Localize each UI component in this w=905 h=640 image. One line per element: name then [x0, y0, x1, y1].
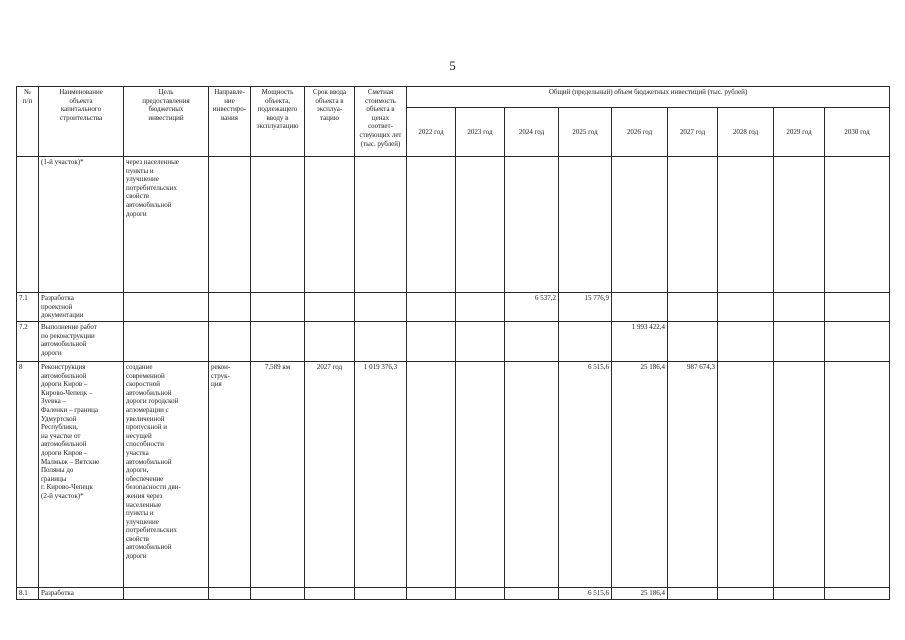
row-year-value — [718, 157, 774, 293]
header-goal: Цель предоставления бюджетных инвестиций — [124, 87, 209, 157]
row-object-name: Разработка — [39, 588, 124, 600]
row-num — [17, 157, 39, 293]
row-capacity — [251, 293, 305, 322]
header-direction: Направле- ние инвестиро- вания — [209, 87, 251, 157]
row-year-value — [456, 293, 505, 322]
row-year-value — [718, 362, 774, 588]
row-capacity: 7,589 км — [251, 362, 305, 588]
row-year-value — [456, 322, 505, 362]
row-year-value — [825, 157, 890, 293]
row-year-value — [668, 588, 718, 600]
row-year-value — [718, 322, 774, 362]
row-estimate — [355, 588, 407, 600]
header-year: 2022 год — [407, 108, 456, 157]
row-num: 7.2 — [17, 322, 39, 362]
row-direction — [209, 588, 251, 600]
row-year-value — [825, 322, 890, 362]
row-goal — [124, 322, 209, 362]
row-goal — [124, 293, 209, 322]
header-year: 2028 год — [718, 108, 774, 157]
row-year-value — [774, 293, 825, 322]
row-estimate — [355, 157, 407, 293]
row-term — [305, 588, 355, 600]
row-year-value — [456, 588, 505, 600]
table-row — [17, 293, 890, 322]
header-year: 2024 год — [505, 108, 559, 157]
row-year-value — [612, 293, 668, 322]
row-direction: рекон- струк- ция — [209, 362, 251, 588]
header-num: № п/п — [17, 87, 39, 157]
row-capacity — [251, 157, 305, 293]
row-year-value: 25 186,4 — [612, 362, 668, 588]
header-total-volume: Общий (предельный) объем бюджетных инвестиций (тыс. рублей) — [407, 87, 890, 108]
header-year: 2030 год — [825, 108, 890, 157]
row-year-value — [825, 293, 890, 322]
table-row — [17, 588, 890, 600]
row-year-value — [668, 322, 718, 362]
row-object-name: (1-й участок)* — [39, 157, 124, 293]
row-direction — [209, 293, 251, 322]
row-year-value — [774, 588, 825, 600]
row-object-name: Разработка проектной документации — [39, 293, 124, 322]
row-goal — [124, 588, 209, 600]
row-year-value — [825, 362, 890, 588]
row-num: 7.1 — [17, 293, 39, 322]
row-estimate: 1 019 376,3 — [355, 362, 407, 588]
header-term: Срок ввода объекта в эксплуа- тацию — [305, 87, 355, 157]
row-year-value — [505, 322, 559, 362]
row-object-name: Выполнение работ по реконструкции автомобильной дороги — [39, 322, 124, 362]
row-year-value — [505, 362, 559, 588]
row-year-value: 15 776,9 — [559, 293, 612, 322]
header-year: 2023 год — [456, 108, 505, 157]
row-year-value — [612, 157, 668, 293]
row-object-name: Реконструкция автомобильной дороги Киров – Кирово-Чепецк – Зуевка – Фаленки – граница Удмуртской Республики, на участке от автомобильной дороги Киров – Малмыж – Вятские Поляны до границы г. Кирово-Чепецк (2-й участок)* — [39, 362, 124, 588]
row-year-value: 6 515,6 — [559, 362, 612, 588]
row-goal: создание современной скоростной автомобильной дороги городской агломерации с увеличенной пропускной и несущей способности участка автомобильной дороги, обеспечение безопасности дви- жения через населенные пункты и улучшение потребительских свойств автомобильной дороги — [124, 362, 209, 588]
row-term — [305, 322, 355, 362]
row-num: 8.1 — [17, 588, 39, 600]
row-term: 2027 год — [305, 362, 355, 588]
budget-investment-table — [16, 86, 890, 600]
row-year-value — [407, 293, 456, 322]
row-year-value — [774, 322, 825, 362]
header-capacity: Мощность объекта, подлежащего вводу в эксплуатацию — [251, 87, 305, 157]
table-row — [17, 362, 890, 588]
row-year-value — [668, 157, 718, 293]
row-year-value — [456, 157, 505, 293]
row-direction — [209, 322, 251, 362]
row-year-value — [559, 322, 612, 362]
row-year-value: 6 515,6 — [559, 588, 612, 600]
row-year-value — [456, 362, 505, 588]
row-year-value — [505, 157, 559, 293]
row-term — [305, 157, 355, 293]
header-estimate: Сметная стоимость объекта в ценах соответ- ствующих лет (тыс. рублей) — [355, 87, 407, 157]
row-goal: через населенные пункты и улучшение потребительских свойств автомобильной дороги — [124, 157, 209, 293]
row-year-value — [774, 362, 825, 588]
row-year-value — [559, 157, 612, 293]
row-year-value — [407, 362, 456, 588]
row-estimate — [355, 322, 407, 362]
row-term — [305, 293, 355, 322]
page-number: 5 — [449, 58, 456, 73]
row-year-value — [774, 157, 825, 293]
row-year-value — [718, 588, 774, 600]
table-row — [17, 322, 890, 362]
header-row-top — [17, 87, 890, 108]
row-capacity — [251, 322, 305, 362]
row-year-value — [407, 322, 456, 362]
row-capacity — [251, 588, 305, 600]
row-year-value — [407, 588, 456, 600]
row-year-value — [668, 293, 718, 322]
header-year: 2029 год — [774, 108, 825, 157]
row-year-value: 987 674,3 — [668, 362, 718, 588]
row-year-value — [407, 157, 456, 293]
table-row — [17, 157, 890, 293]
row-year-value: 1 993 422,4 — [612, 322, 668, 362]
row-estimate — [355, 293, 407, 322]
row-direction — [209, 157, 251, 293]
row-year-value — [825, 588, 890, 600]
header-object-name: Наименование объекта капитального строительства — [39, 87, 124, 157]
row-year-value: 6 537,2 — [505, 293, 559, 322]
row-year-value: 25 186,4 — [612, 588, 668, 600]
header-year: 2026 год — [612, 108, 668, 157]
row-num: 8 — [17, 362, 39, 588]
row-year-value — [505, 588, 559, 600]
header-year: 2027 год — [668, 108, 718, 157]
row-year-value — [718, 293, 774, 322]
header-year: 2025 год — [559, 108, 612, 157]
